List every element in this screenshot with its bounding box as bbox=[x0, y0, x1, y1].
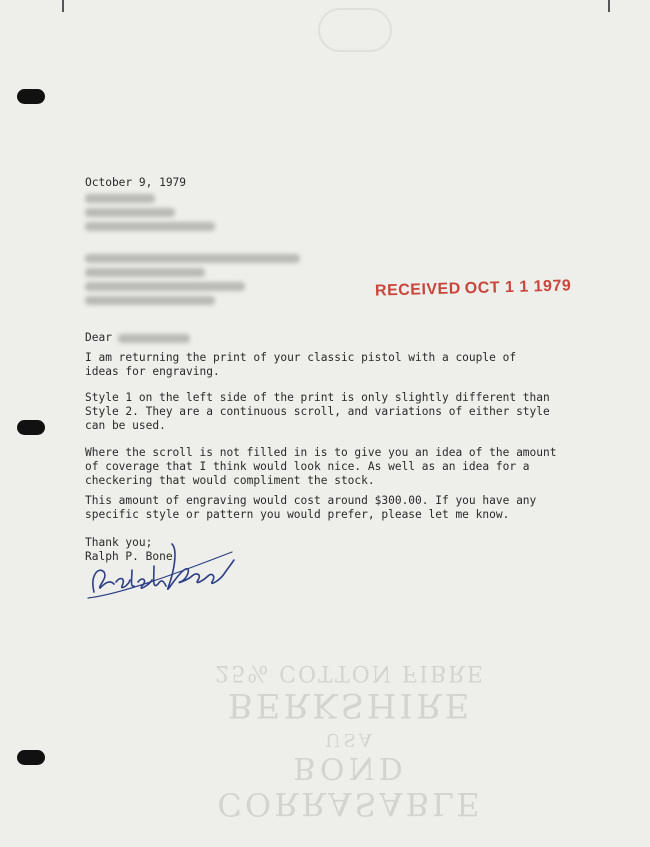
paper-watermark bbox=[190, 660, 510, 823]
watermark-line: CORRASABLE bbox=[217, 785, 483, 823]
paper-emblem bbox=[318, 8, 392, 52]
top-edge-mark bbox=[608, 0, 610, 12]
watermark-line: BOND bbox=[293, 750, 407, 785]
redacted-recipient-name bbox=[118, 334, 190, 343]
redacted-recipient-address bbox=[85, 296, 215, 305]
received-stamp-date: OCT 1 1 1979 bbox=[464, 277, 572, 298]
watermark-line: 25% COTTON FIBRE bbox=[215, 660, 485, 685]
body-paragraph: I am returning the print of your classic pistol with a couple of ideas for engraving. bbox=[85, 351, 517, 378]
watermark-line: BERKSHIRE bbox=[227, 685, 473, 725]
top-edge-mark bbox=[62, 0, 64, 12]
letter-date: October 9, 1979 bbox=[85, 176, 187, 189]
body-paragraph: This amount of engraving would cost around $300.00. If you have any specific style or pattern you would prefer, please let me know. bbox=[85, 494, 537, 521]
punch-hole bbox=[17, 420, 45, 435]
redacted-sender-address bbox=[85, 208, 175, 217]
closing: Thank you; bbox=[85, 536, 153, 549]
watermark-line: USA bbox=[325, 729, 375, 750]
redacted-sender-address bbox=[85, 194, 155, 203]
handwritten-signature bbox=[80, 536, 240, 606]
body-paragraph: Where the scroll is not filled in is to give you an idea of the amount of coverage that I think would look nice. As well as an idea for a checkering that would compliment the stock. bbox=[85, 446, 557, 487]
redacted-recipient-address bbox=[85, 254, 300, 263]
received-stamp bbox=[375, 277, 572, 300]
redacted-recipient-address bbox=[85, 268, 205, 277]
signer-name: Ralph P. Bone bbox=[85, 550, 173, 563]
body-paragraph: Style 1 on the left side of the print is only slightly different than Style 2. They are a continuous scroll, and variations of either style can be used. bbox=[85, 391, 550, 432]
punch-hole bbox=[17, 89, 45, 104]
redacted-recipient-address bbox=[85, 282, 245, 291]
redacted-sender-address bbox=[85, 222, 215, 231]
salutation: Dear bbox=[85, 331, 112, 344]
punch-hole bbox=[17, 750, 45, 765]
received-stamp-label: RECEIVED bbox=[374, 280, 462, 300]
